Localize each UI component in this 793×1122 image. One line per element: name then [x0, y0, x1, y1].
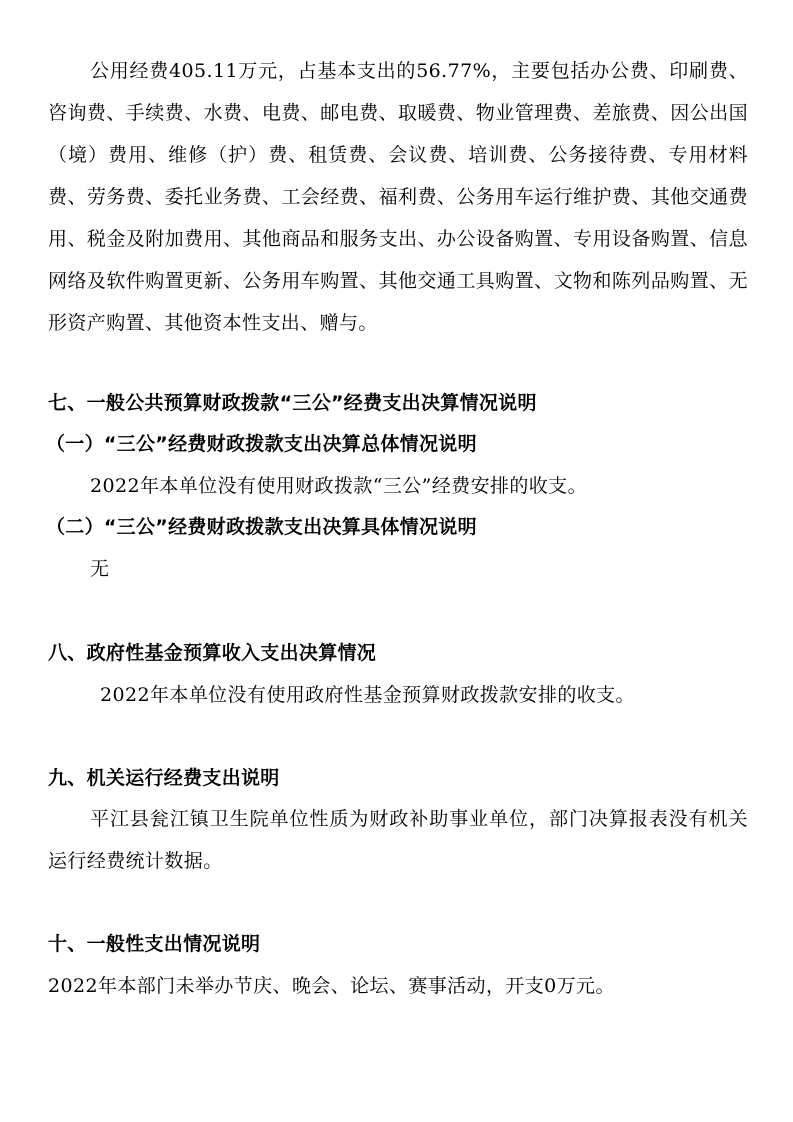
section-7-1-body: 2022年本单位没有使用财政拨款“三公”经费安排的收支。 — [90, 475, 587, 497]
public-expense-paragraph: 公用经费405.11万元，占基本支出的56.77%，主要包括办公费、印刷费、咨询费、手续费、水费、电费、邮电费、取暖费、物业管理费、差旅费、因公出国（境）费用、维修（护）费、租赁费、会议费、培训费、公务接待费、专用材料费、劳务费、委托业务费、工会经费、福利费、公务用车运行维护费、其他交通费用、税金及附加费用、其他商品和服务支出、办公设备购置、专用设备购置、信息网络及软件购置更新、公务用车购置、其他交通工具购置、文物和陈列品购置、无形资产购置、其他资本性支出、赠与。 — [48, 60, 748, 334]
section-9-heading: 九、机关运行经费支出说明 — [48, 767, 280, 789]
section-8-body: 2022年本单位没有使用政府性基金预算财政拨款安排的收支。 — [100, 684, 635, 706]
section-10-body: 2022年本部门未举办节庆、晚会、论坛、赛事活动，开支0万元。 — [48, 975, 615, 997]
section-10-heading: 十、一般性支出情况说明 — [48, 933, 261, 955]
section-9-body: 平江县瓮江镇卫生院单位性质为财政补助事业单位，部门决算报表没有机关运行经费统计数据。 — [48, 808, 748, 872]
section-7-2-body: 无 — [90, 558, 110, 580]
section-8-heading: 八、政府性基金预算收入支出决算情况 — [48, 642, 377, 664]
section-7-heading: 七、一般公共预算财政拨款“三公”经费支出决算情况说明 — [48, 392, 537, 414]
section-7-1-heading: （一）“三公”经费财政拨款支出决算总体情况说明 — [46, 433, 477, 455]
section-7-2-heading: （二）“三公”经费财政拨款支出决算具体情况说明 — [46, 516, 477, 538]
